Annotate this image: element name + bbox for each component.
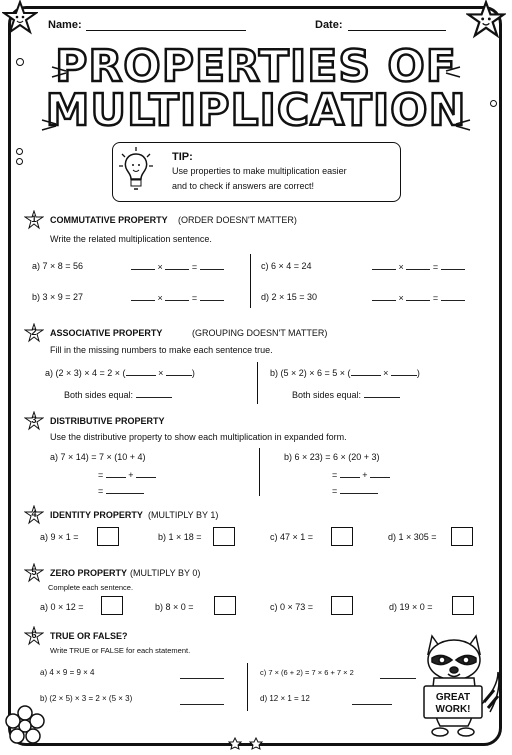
column-divider [250, 254, 251, 308]
tip-label: TIP: [172, 151, 193, 163]
section-instruction: Write the related multiplication sentence. [50, 234, 212, 244]
problem-text: c) 0 × 73 = [270, 602, 314, 612]
answer-blank[interactable] [131, 292, 155, 301]
flower-icon [2, 703, 48, 749]
expand-row: = + [98, 469, 156, 480]
problem-text: b) 1 × 18 = [158, 532, 202, 542]
problem-text: b) 8 × 0 = [155, 602, 194, 612]
answer-blank[interactable] [340, 469, 360, 478]
answer-blank[interactable] [200, 292, 224, 301]
sparkle-icon [50, 65, 70, 79]
answer-blank[interactable] [126, 367, 156, 376]
expand-row: = [98, 485, 144, 496]
page-title-line2: MULTIPLICATION [45, 85, 467, 136]
section-subtitle: (ORDER DOESN'T MATTER) [178, 215, 297, 225]
problem-text: a) 7 × 14) = 7 × (10 + 4) [50, 452, 146, 462]
problem-text: d) 19 × 0 = [389, 602, 433, 612]
answer-blank[interactable] [180, 704, 224, 705]
section-number: 2 [31, 327, 37, 337]
section-instruction: Fill in the missing numbers to make each sentence true. [50, 345, 273, 355]
answer-box[interactable] [97, 527, 119, 546]
corner-star-icon [466, 0, 506, 40]
problem-text: a) (2 × 3) × 4 = 2 × ( × ) [45, 368, 195, 378]
problem-text: a) 9 × 1 = [40, 532, 79, 542]
problem-text: d) 12 × 1 = 12 [260, 694, 310, 703]
tip-text-line2: and to check if answers are correct! [172, 181, 315, 191]
name-field[interactable] [86, 30, 246, 31]
column-divider [259, 448, 260, 496]
problem-text: a) 7 × 8 = 56 [32, 261, 84, 271]
sign-text-line2: WORK! [435, 704, 471, 715]
small-stars-icon [228, 737, 268, 751]
answer-blank[interactable] [372, 292, 396, 301]
answer-box[interactable] [213, 527, 235, 546]
dot-decoration [16, 158, 23, 165]
expand-row: = + [332, 469, 390, 480]
date-field[interactable] [348, 30, 446, 31]
section-title: COMMUTATIVE PROPERTY [50, 215, 168, 225]
answer-blank[interactable] [441, 261, 465, 270]
section-number: 4 [31, 509, 37, 519]
problem-text: c) 7 × (6 + 2) = 7 × 6 + 7 × 2 [260, 668, 354, 677]
problem-text: b) (5 × 2) × 6 = 5 × ( × ) [270, 368, 420, 378]
problem-text: b) (2 × 5) × 3 = 2 × (5 × 3) [40, 694, 133, 703]
answer-blank[interactable] [370, 469, 390, 478]
answer-blank[interactable] [380, 678, 416, 679]
answer-blank[interactable] [106, 485, 144, 494]
answer-row: × = [372, 261, 465, 272]
answer-blank[interactable] [131, 261, 155, 270]
sparkle-icon [452, 118, 472, 132]
tip-text-line1: Use properties to make multiplication easier [172, 166, 347, 176]
column-divider [247, 663, 248, 711]
answer-blank[interactable] [406, 292, 430, 301]
answer-blank[interactable] [106, 469, 126, 478]
problem-text: a) 4 × 9 = 9 × 4 [40, 668, 95, 677]
dot-decoration [16, 148, 23, 155]
problem-text: b) 3 × 9 = 27 [32, 292, 84, 302]
sparkle-icon [40, 118, 60, 132]
answer-blank[interactable] [165, 292, 189, 301]
section-number: 3 [31, 415, 37, 425]
answer-blank[interactable] [351, 367, 381, 376]
section-title: DISTRIBUTIVE PROPERTY [50, 416, 165, 426]
answer-blank[interactable] [391, 367, 417, 376]
both-sides-row: Both sides equal: [64, 389, 172, 400]
column-divider [257, 362, 258, 404]
section-number: 6 [31, 630, 37, 640]
answer-blank[interactable] [136, 469, 156, 478]
answer-blank[interactable] [406, 261, 430, 270]
problem-text: b) 6 × 23) = 6 × (20 + 3) [284, 452, 380, 462]
problem-text: d) 1 × 305 = [388, 532, 437, 542]
answer-blank[interactable] [180, 678, 224, 679]
answer-box[interactable] [451, 527, 473, 546]
page-title-line1: PROPERTIES OF [55, 41, 457, 92]
answer-box[interactable] [331, 596, 353, 615]
answer-blank[interactable] [136, 389, 172, 398]
date-label: Date: [315, 19, 343, 31]
corner-star-icon [2, 0, 38, 36]
section-instruction: Use the distributive property to show each multiplication in expanded form. [50, 432, 347, 442]
answer-blank[interactable] [340, 485, 378, 494]
section-title: ZERO PROPERTY [50, 568, 128, 578]
sparkle-icon [442, 65, 462, 79]
problem-text: c) 6 × 4 = 24 [261, 261, 312, 271]
problem-text: c) 47 × 1 = [270, 532, 314, 542]
section-instruction: Complete each sentence. [48, 583, 134, 592]
section-instruction: Write TRUE or FALSE for each statement. [50, 646, 191, 655]
sign-text-line1: GREAT [435, 692, 471, 703]
answer-row: × = [131, 261, 224, 272]
section-title: TRUE OR FALSE? [50, 631, 128, 641]
answer-blank[interactable] [372, 261, 396, 270]
answer-box[interactable] [331, 527, 353, 546]
answer-box[interactable] [101, 596, 123, 615]
section-subtitle: (GROUPING DOESN'T MATTER) [192, 328, 328, 338]
answer-blank[interactable] [364, 389, 400, 398]
answer-blank[interactable] [352, 704, 392, 705]
answer-box[interactable] [214, 596, 236, 615]
answer-blank[interactable] [165, 261, 189, 270]
problem-text: d) 2 × 15 = 30 [261, 292, 318, 302]
section-title: ASSOCIATIVE PROPERTY [50, 328, 163, 338]
answer-row: × = [131, 292, 224, 303]
both-sides-row: Both sides equal: [292, 389, 400, 400]
section-title: IDENTITY PROPERTY [50, 510, 143, 520]
answer-blank[interactable] [441, 292, 465, 301]
answer-row: × = [372, 292, 465, 303]
expand-row: = [332, 485, 378, 496]
answer-blank[interactable] [200, 261, 224, 270]
section-number: 1 [31, 214, 37, 224]
lightbulb-icon [118, 146, 154, 196]
problem-text: a) 0 × 12 = [40, 602, 84, 612]
section-subtitle: (MULTIPLY BY 1) [148, 510, 219, 520]
raccoon-mascot-icon [418, 628, 504, 744]
section-number: 5 [31, 567, 37, 577]
section-subtitle: (MULTIPLY BY 0) [130, 568, 201, 578]
answer-blank[interactable] [166, 367, 192, 376]
answer-box[interactable] [452, 596, 474, 615]
name-label: Name: [48, 19, 82, 31]
